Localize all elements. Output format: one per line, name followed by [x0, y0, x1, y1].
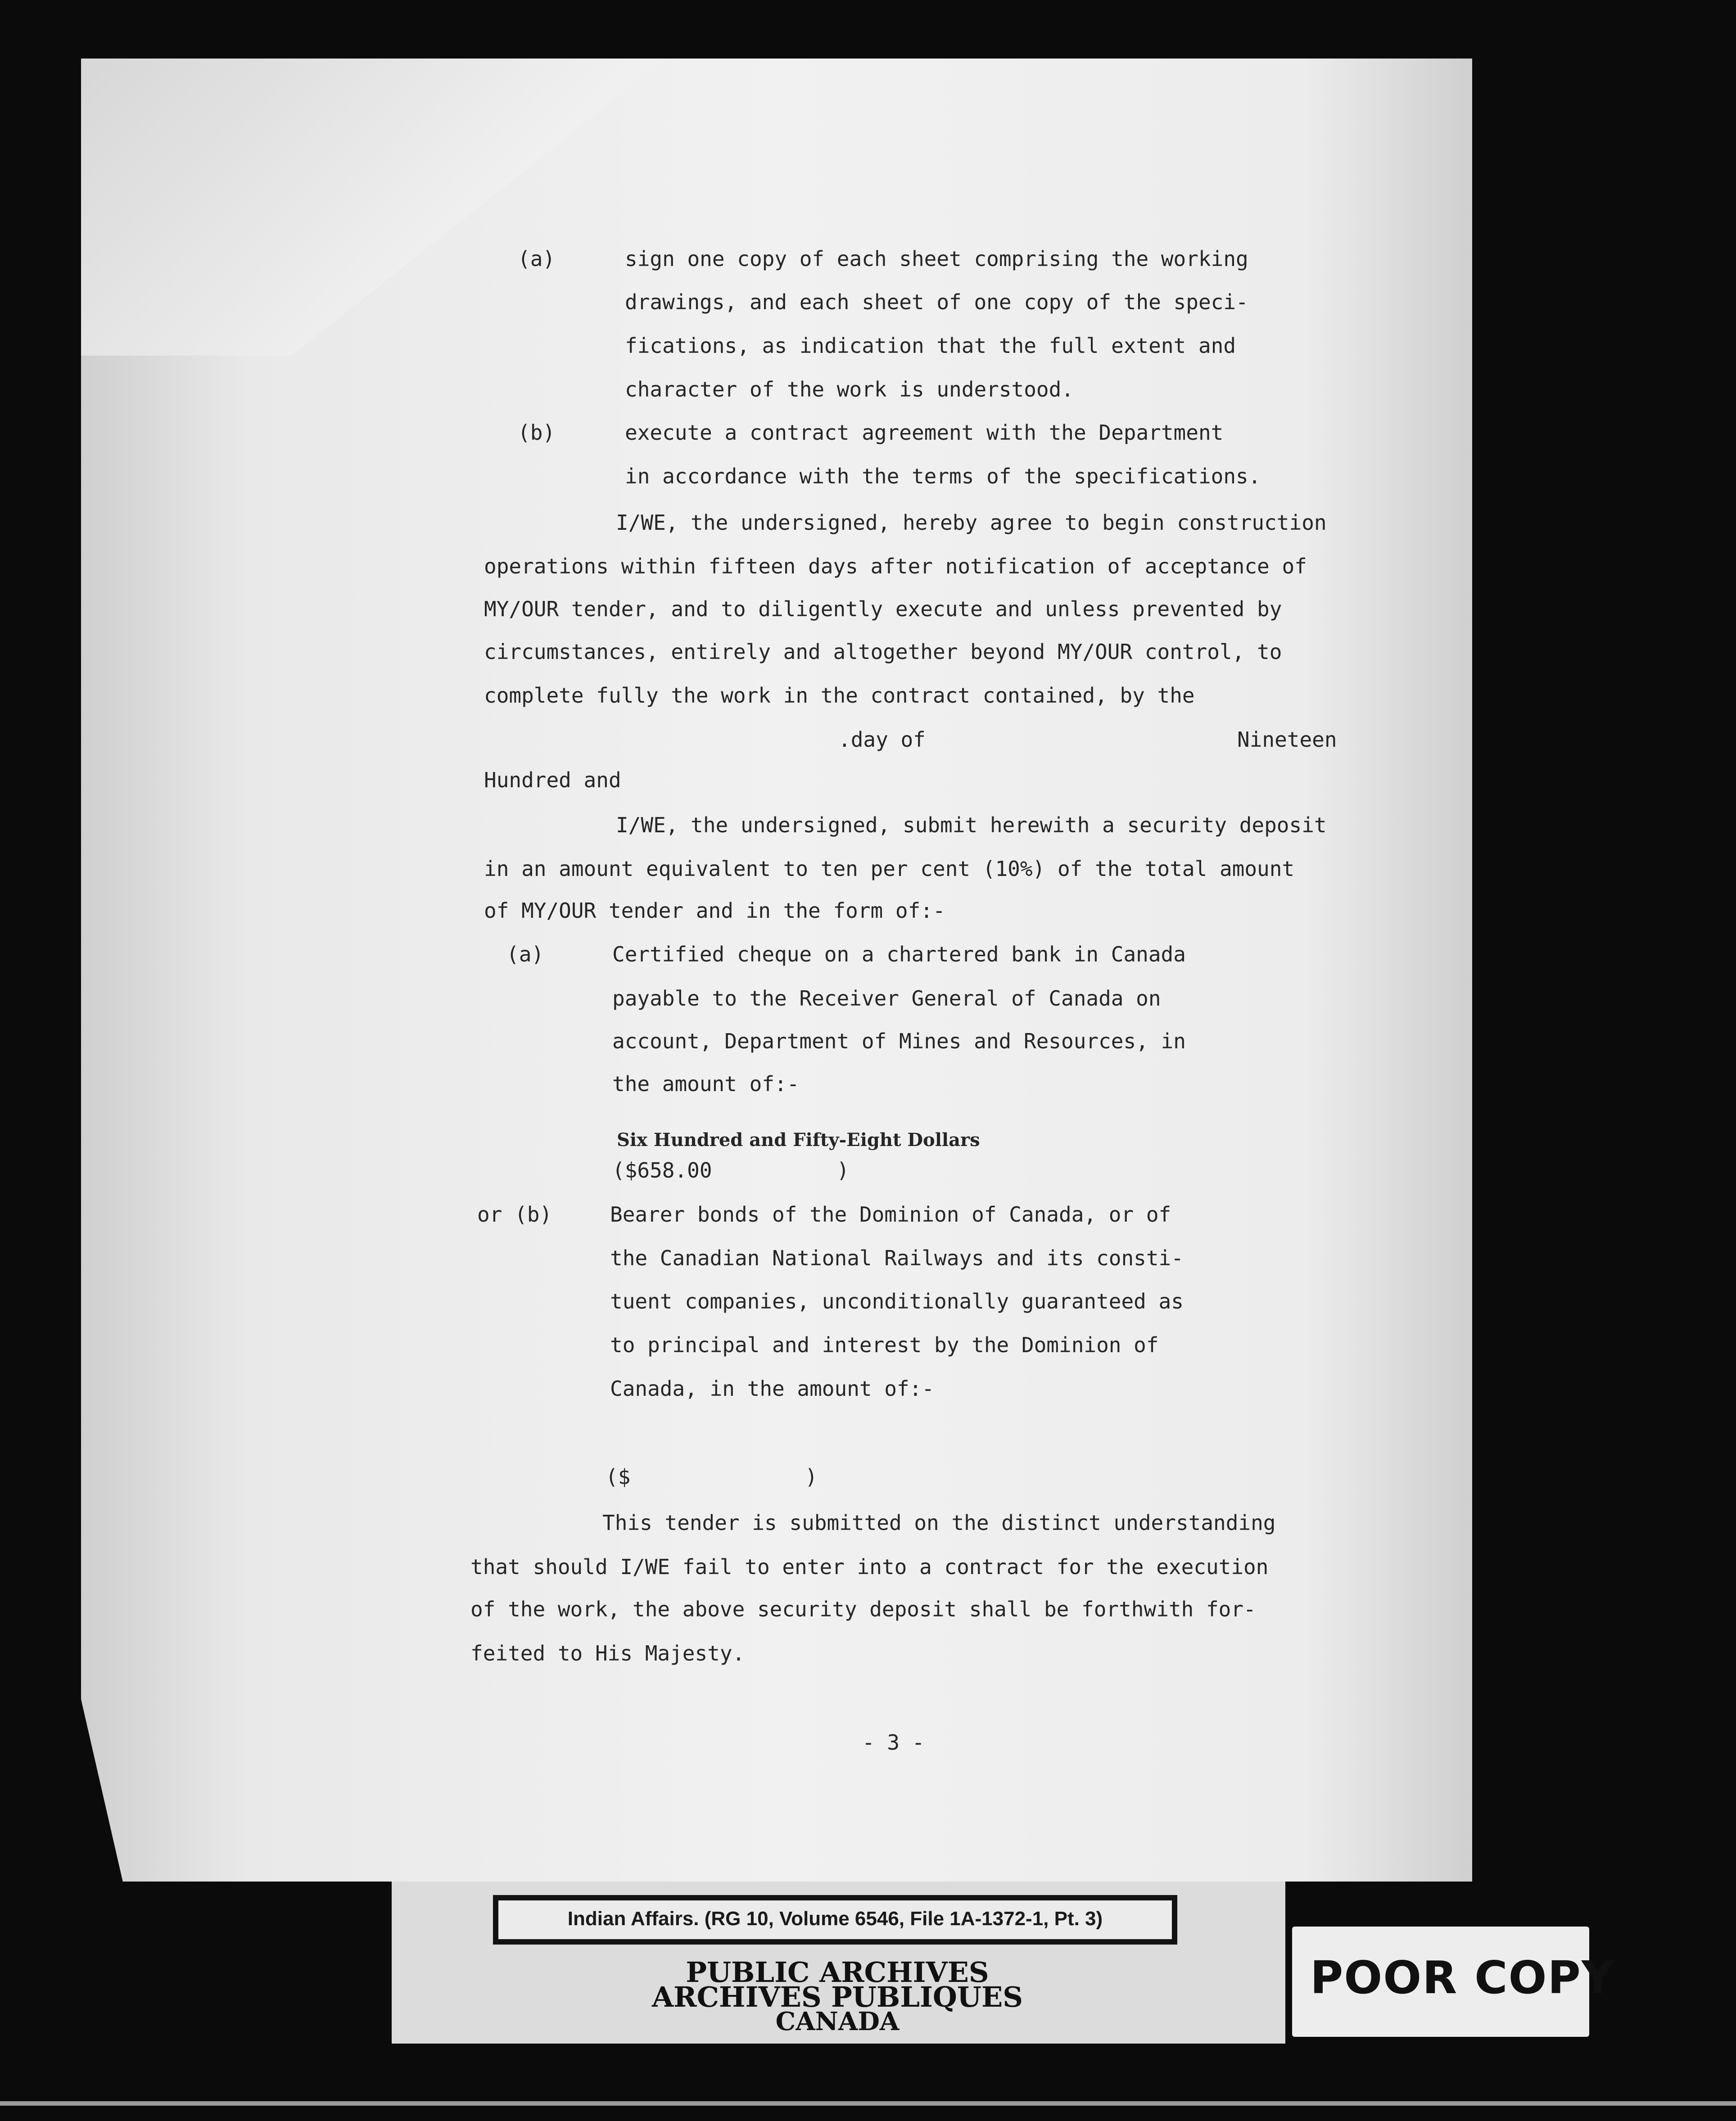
deposit-line-2: in an amount equivalent to ten per cent (10%) of the total amount [484, 857, 1295, 881]
deposit-line-1: I/WE, the undersigned, submit herewith a security deposit [616, 813, 1327, 837]
item-a-line-2: drawings, and each sheet of one copy of the speci- [625, 290, 1248, 314]
option-b-line-4: to principal and interest by the Dominion of [610, 1333, 1159, 1357]
option-b-marker: or (b) [477, 1202, 552, 1227]
archive-reference: Indian Affairs. (RG 10, Volume 6546, File 1A-1372-1, Pt. 3) [567, 1908, 1103, 1930]
poor-copy-label: POOR COPY [1310, 1951, 1615, 2004]
construction-line-3: MY/OUR tender, and to diligently execute and unless prevented by [484, 597, 1282, 621]
option-b-line-5: Canada, in the amount of:- [610, 1376, 935, 1401]
option-a-line-2: payable to the Receiver General of Canada on [612, 986, 1161, 1011]
construction-line-4: circumstances, entirely and altogether beyond MY/OUR control, to [484, 640, 1282, 664]
item-a-line-3: fications, as indication that the full extent and [625, 334, 1236, 358]
option-a-marker: (a) [506, 942, 544, 966]
option-a-line-1: Certified cheque on a chartered bank in Canada [612, 942, 1186, 966]
option-b-amount-figure: ($ ) [606, 1465, 818, 1489]
option-a-line-3: account, Department of Mines and Resources, in [612, 1029, 1186, 1053]
closing-line-2: that should I/WE fail to enter into a contract for the execution [470, 1555, 1269, 1579]
option-a-line-4: the amount of:- [612, 1072, 800, 1096]
item-a-marker: (a) [518, 247, 556, 271]
construction-line-2: operations within fifteen days after notification of acceptance of [484, 554, 1307, 578]
date-day-of: .day of [838, 727, 926, 752]
archive-line-1: PUBLIC ARCHIVES [686, 1956, 989, 1989]
archive-line-3: CANADA [775, 2007, 900, 2036]
option-b-line-3: tuent companies, unconditionally guaranteed as [610, 1289, 1184, 1313]
construction-line-1: I/WE, the undersigned, hereby agree to begin construction [616, 510, 1327, 535]
item-b-line-2: in accordance with the terms of the specifications. [625, 464, 1261, 488]
option-b-line-1: Bearer bonds of the Dominion of Canada, or of [610, 1202, 1171, 1227]
date-nineteen: Nineteen [1237, 727, 1337, 752]
option-b-line-2: the Canadian National Railways and its consti- [610, 1246, 1184, 1270]
option-a-amount-words: Six Hundred and Fifty-Eight Dollars [617, 1129, 980, 1151]
option-a-amount-figure: ($658.00 ) [612, 1158, 850, 1182]
item-b-line-1: execute a contract agreement with the Department [625, 420, 1224, 445]
closing-line-3: of the work, the above security deposit shall be forthwith for- [470, 1597, 1256, 1621]
item-a-line-4: character of the work is understood. [625, 377, 1074, 402]
closing-line-4: feited to His Majesty. [470, 1641, 745, 1665]
page-number: - 3 - [862, 1730, 925, 1755]
construction-line-5: complete fully the work in the contract contained, by the [484, 683, 1195, 708]
item-b-marker: (b) [518, 420, 556, 445]
deposit-line-3: of MY/OUR tender and in the form of:- [484, 898, 945, 923]
frame-bottom-line [0, 2101, 1736, 2106]
date-hundred-and: Hundred and [484, 768, 621, 792]
item-a-line-1: sign one copy of each sheet comprising the working [625, 247, 1248, 271]
closing-line-1: This tender is submitted on the distinct understanding [602, 1511, 1276, 1535]
archive-line-2: ARCHIVES PUBLIQUES [651, 1981, 1023, 2013]
